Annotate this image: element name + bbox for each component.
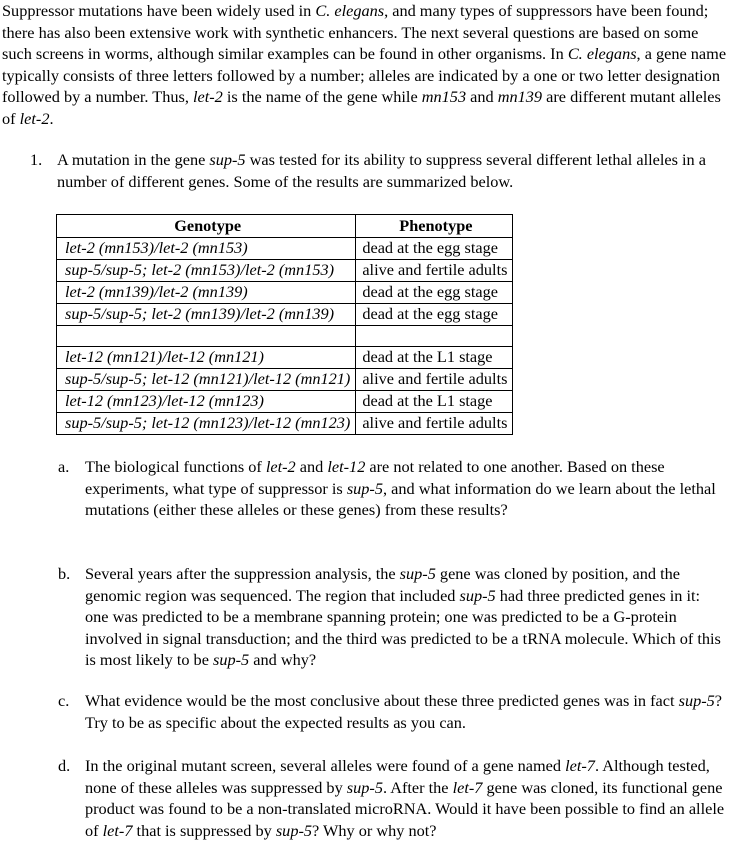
table-row <box>57 238 513 260</box>
intro-text: and <box>466 87 498 107</box>
spacer-cell <box>356 326 513 347</box>
part-text-segment: In the original mutant screen, several alleles were found of a gene named <box>85 756 566 775</box>
genotype-cell: sup-5/sup-5; let-12 (mn121)/let-12 (mn121) <box>57 369 356 391</box>
intro-text: is the name of the gene while <box>222 87 422 107</box>
part-text-segment: gene was cloned, its functional gene product was found to be a non-translated microRNA. Would it have been possible to find an allele of <box>85 777 725 840</box>
phenotype-cell: dead at the egg stage <box>356 282 513 304</box>
gene-name: let-2 <box>192 87 223 107</box>
part-text-segment: ? Why or why not? <box>312 820 437 840</box>
part-text-segment: ? Try to be as specific about the expected results as you can. <box>85 691 723 732</box>
gene-name: sup-5 <box>346 777 383 797</box>
part-text-segment: The biological functions of <box>85 457 266 476</box>
genotype-cell: sup-5/sup-5; let-2 (mn139)/let-2 (mn139) <box>57 304 356 326</box>
phenotype-cell: dead at the egg stage <box>356 304 513 326</box>
gene-name: let-12 <box>327 457 366 476</box>
part-text <box>85 563 725 671</box>
genotype-cell: let-12 (mn123)/let-12 (mn123) <box>57 391 356 413</box>
part-text-segment: and <box>295 457 328 476</box>
gene-name: let-7 <box>102 820 133 840</box>
part-text-segment: What evidence would be the most conclusive about these three predicted genes was in fact <box>85 691 679 710</box>
phenotype-cell: alive and fertile adults <box>356 369 513 391</box>
gene-name: sup-5 <box>399 564 436 583</box>
table-row <box>57 304 513 326</box>
table-spacer-row <box>57 326 513 347</box>
table-row <box>57 413 513 435</box>
question-text-part: was tested for its ability to suppress several different lethal alleles in a number of different genes. Some of the results are summarized below. <box>57 150 706 191</box>
part-text-segment: had three predicted genes in it: one was predicted to be a membrane spanning protein; one was predicted to be a G-protein involved in signal transduction; and the third was predicted to be a tRNA molecule. Which of this is most likely to be <box>85 585 721 670</box>
table-row <box>57 369 513 391</box>
gene-name: let-2 <box>265 457 296 476</box>
genotype-cell: let-2 (mn139)/let-2 (mn139) <box>57 282 356 304</box>
phenotype-header: Phenotype <box>356 215 513 238</box>
table-row <box>57 391 513 413</box>
species-name: C. elegans <box>315 1 385 20</box>
part-text <box>85 456 725 521</box>
part-text-segment: and why? <box>249 650 317 670</box>
genotype-header: Genotype <box>57 215 356 238</box>
part-text-segment: that is suppressed by <box>132 820 276 840</box>
species-name: C. elegans <box>567 44 637 64</box>
intro-text: , a gene name typically consists of three letters followed by a number; alleles are indicated by a one or two letter designation followed by a number. Thus, <box>2 44 727 107</box>
gene-name: sup-5 <box>212 650 250 670</box>
genotype-cell: sup-5/sup-5; let-12 (mn123)/let-12 (mn123) <box>57 413 356 435</box>
genotype-cell: sup-5/sup-5; let-2 (mn153)/let-2 (mn153) <box>57 260 356 282</box>
genotype-cell: let-2 (mn153)/let-2 (mn153) <box>57 238 356 260</box>
part-label: d. <box>58 756 71 775</box>
phenotype-cell: dead at the L1 stage <box>356 347 513 369</box>
spacer-cell <box>57 326 356 347</box>
intro-text: . <box>49 108 54 128</box>
gene-name: sup-5 <box>346 478 383 498</box>
table-row <box>57 260 513 282</box>
intro-text: , and many types of suppressors have been found; there has also been extensive work with synthetic enhancers. The next several questions are based on some such screens in worms, although similar examples can be found in other organisms. In <box>2 1 709 64</box>
gene-name: sup-5 <box>275 820 313 840</box>
intro-text: are different mutant alleles of <box>2 87 721 128</box>
gene-name: let-2 <box>19 108 50 128</box>
phenotype-cell: dead at the egg stage <box>356 238 513 260</box>
part-text-segment: , and what information do we learn about the lethal mutations (either these alleles or these genes) from these results? <box>85 478 716 520</box>
part-text <box>85 755 725 841</box>
gene-name: sup-5 <box>459 585 496 605</box>
part-text-segment: gene was cloned by position, and the genomic region was sequenced. The region that included <box>85 564 681 605</box>
genotype-phenotype-table <box>56 214 513 435</box>
part-text <box>85 690 725 733</box>
part-text-segment: Several years after the suppression analysis, the <box>85 564 400 583</box>
gene-name: let-7 <box>452 777 483 797</box>
gene-name: let-7 <box>565 756 595 775</box>
phenotype-cell: dead at the L1 stage <box>356 391 513 413</box>
question-number: 1. <box>30 150 43 169</box>
table-row <box>57 347 513 369</box>
allele-name: mn153 <box>421 87 467 107</box>
part-text-segment: . After the <box>382 777 453 797</box>
phenotype-cell: alive and fertile adults <box>356 260 513 282</box>
table-row <box>57 282 513 304</box>
intro-text: Suppressor mutations have been widely used in <box>2 1 316 20</box>
gene-name: sup-5 <box>678 691 715 710</box>
allele-name: mn139 <box>497 87 543 107</box>
genotype-cell: let-12 (mn121)/let-12 (mn121) <box>57 347 356 369</box>
phenotype-cell: alive and fertile adults <box>356 413 513 435</box>
question-text <box>57 149 717 192</box>
part-label: b. <box>58 564 71 583</box>
intro-paragraph <box>2 0 732 130</box>
part-text-segment: . Although tested, none of these alleles was suppressed by <box>85 756 710 797</box>
question-text-part: A mutation in the gene <box>57 150 210 169</box>
part-text-segment: are not related to one another. Based on these experiments, what type of suppressor is <box>85 457 665 498</box>
part-label: c. <box>58 691 70 710</box>
table-header-row <box>57 215 513 238</box>
gene-name: sup-5 <box>209 150 246 169</box>
part-label: a. <box>58 457 70 476</box>
